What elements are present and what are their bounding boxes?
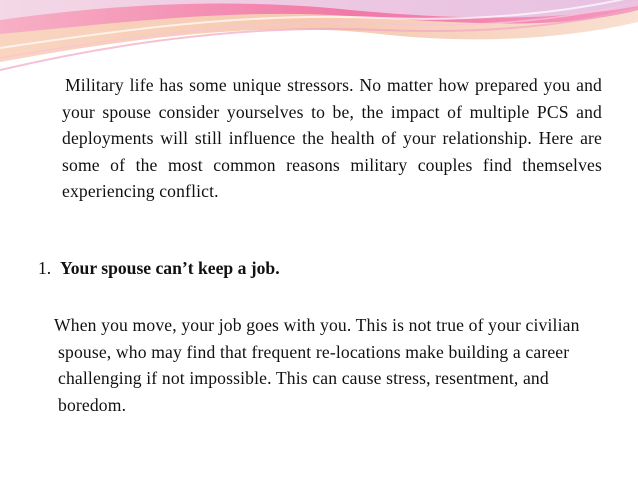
heading-number: 1. (38, 258, 52, 278)
numbered-heading (38, 255, 280, 281)
heading-text: Your spouse can’t keep a job. (60, 258, 280, 278)
intro-paragraph: Military life has some unique stressors. No matter how prepared you and your spouse consider yourselves to be, the impact of multiple PCS and deployments will still influence the health of your relationship. Here are some of the most common reasons military couples find themselves experiencing conflict. (62, 75, 602, 201)
body-paragraph: When you move, your job goes with you. This is not true of your civilian spouse, who may find that frequent re-locations make building a career challenging if not impossible. This can cause stress, resentment, and boredom. (54, 315, 580, 415)
